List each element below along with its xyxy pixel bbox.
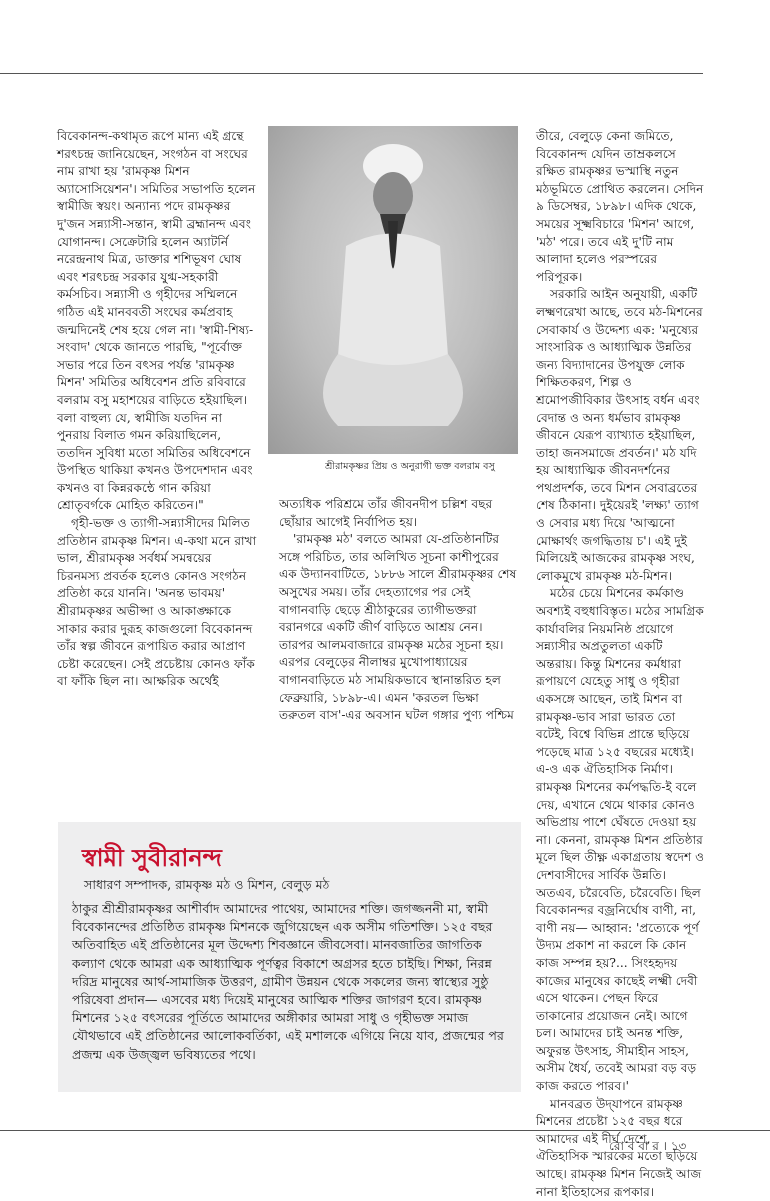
article-column-1 [57, 128, 257, 691]
article-paragraph: বিবেকানন্দ-কথামৃত রূপে মান্য এই গ্রন্থে শরৎচন্দ্র জানিয়েছেন, সংগঠন বা সংঘের নাম রাখা হয় 'রামকৃষ্ণ মিশন অ্যাসোসিয়েশন'। সমিতির সভাপতি হলেন স্বামীজি স্বয়ং। অন্যান্য পদে রামকৃষ্ণর দু'জন সন্ন্যাসী-সন্তান, স্বামী ব্রহ্মানন্দ এবং যোগানন্দ। সেক্রেটারি হলেন অ্যাটর্নি নরেন্দ্রনাথ মিত্র, ডাক্তার শশিভূষণ ঘোষ এবং শরৎচন্দ্র সরকার যুগ্ম-সহকারী কর্মসচিব। সন্ন্যাসী ও গৃহীদের সম্মিলনে গঠিত এই মানববতী সংঘের কর্মপ্রবাহ জন্মদিনেই শেষ হয়ে গেল না। 'স্বামী-শিষ্য-সংবাদ' থেকে জানতে পারছি, "পূর্বোক্ত সভার পরে তিন বৎসর পর্যন্ত 'রামকৃষ্ণ মিশন' সমিতির অধিবেশন প্রতি রবিবারে বলরাম বসু মহাশয়ের বাড়িতে হইয়াছিল। বলা বাহুল্য যে, স্বামীজি যতদিন না পুনরায় বিলাত গমন করিয়াছিলেন, ততদিন সুবিধা মতো সমিতির অধিবেশনে উপস্থিত থাকিয়া কখনও উপদেশদান এবং কখনও বা কিন্নরকন্ঠে গান করিয়া শ্রোতৃবর্গকে মোহিত করিতেন।" [57, 129, 256, 513]
quote-box [58, 822, 521, 1092]
photo-caption: শ্রীরামকৃষ্ণর প্রিয় ও অনুরাগী ভক্ত বলরাম বসু [325, 461, 495, 472]
article-paragraph: মানবব্রত উদ্‌যাপনে রামকৃষ্ণ মিশনের প্রচেষ্টা ১২৫ বছর ধরে আমাদের এই দীর্ঘ দেশে, ঐতিহাসিক স্মারকের মতো ছড়িয়ে আছে। রামকৃষ্ণ মিশন নিজেই আজ নানা ইতিহাসের রূপকার। [536, 1096, 702, 1199]
bottom-rule [0, 1130, 770, 1131]
article-paragraph: 'রামকৃষ্ণ মঠ' বলতে আমরা যে-প্রতিষ্ঠানটির সঙ্গে পরিচিত, তার অলিখিত সূচনা কাশীপুরের এক উদ্যানবাটিতে, ১৮৮৬ সালে শ্রীরামকৃষ্ণর শেষ অসুখের সময়। তাঁর দেহত্যাগের পর সেই বাগানবাড়ি ছেড়ে শ্রীঠাকুরের ত্যাগীভক্তরা বরানগরে একটি জীর্ণ বাড়িতে আশ্রয় নেন। তারপর আলমবাজারে রামকৃষ্ণ মঠের সূচনা হয়। এরপর বেলুড়ের নীলাম্বর মুখোপাধ্যায়ের বাগানবাড়িতে মঠ সাময়িকভাবে স্থানান্তরিত হল ফেব্রুয়ারি, ১৮৯৮-এ। এমন 'করতল ভিক্ষা তরুতল বাস'-এর অবসান ঘটল গঙ্গার পুণ্য পশ্চিম [279, 532, 517, 723]
article-column-2 [279, 496, 519, 725]
quote-box-paragraph: ঠাকুর শ্রীশ্রীরামকৃষ্ণর আশীর্বাদ আমাদের পাথেয়, আমাদের শক্তি। জগজ্জননী মা, স্বামী বিবেকানন্দের প্রতিষ্ঠিত রামকৃষ্ণ মিশনকে জুগিয়েছেন এক অসীম গতিশক্তি। ১২৫ বছর অতিবাহিত এই প্রতিষ্ঠানের মূল উদ্দেশ্য শিবজ্ঞানে জীবসেবা। মানবজাতির জাগতিক কল্যাণ থেকে আমরা এক আধ্যাত্মিক পূর্ণত্বর বিকাশে অগ্রসর হতে চাইছি। শিক্ষা, নিরন্ন দরিদ্র মানুষের আর্থ-সামাজিক উত্তরণ, গ্রামীণ উন্নয়ন থেকে সকলের জন্য স্বাস্থ্যের সুষ্ঠু পরিষেবা প্রদান— এসবের মধ্য দিয়েই মানুষের আত্মিক শক্তির জাগরণ হবে। রামকৃষ্ণ মিশনের ১২৫ বৎসরের পূর্তিতে আমাদের অঙ্গীকার আমরা সাধু ও গৃহীভক্ত সমাজ যৌথভাবে এই প্রতিষ্ঠানের আলোকবর্তিকা, এই মশালকে এগিয়ে নিয়ে যাব, প্রজন্মের পর প্রজন্ম এক উজ্জ্বল ভবিষ্যতের পথে। [72, 901, 504, 1062]
article-paragraph: অত্যধিক পরিশ্রমে তাঁর জীবনদীপ চল্লিশ বছর ছোঁয়ার আগেই নির্বাপিত হয়। [279, 497, 493, 529]
article-paragraph: তীরে, বেলুড়ে কেনা জমিতে, বিবেকানন্দ যেদিন তাম্রকলসে রক্ষিত রামকৃষ্ণর ভস্মাস্থি নতুন মঠভূমিতে প্রোথিত করলেন। সেদিন ৯ ডিসেম্বর, ১৮৯৮। এদিক থেকে, সময়ের সূক্ষ্মবিচারে 'মিশন' আগে, 'মঠ' পরে। তবে এই দু'টি নাম আলাদা হলেও পরস্পরের পরিপূরক। [536, 129, 704, 284]
quote-box-title: স্বামী সুবীরানন্দ [82, 843, 222, 872]
article-paragraph: মঠের চেয়ে মিশনের কর্মকাণ্ড অবশ্যই বহুধাবিস্তৃত। মঠের সামগ্রিক কার্যাবলির নিয়মনিষ্ঠ প্রয়োগে সন্ন্যাসীর অপ্রতুলতা একটি অন্তরায়। কিন্তু মিশনের কর্মধারা রূপায়ণে যেহেতু সাধু ও গৃহীরা একসঙ্গে আছেন, তাই মিশন বা রামকৃষ্ণ-ভাব সারা ভারত তো বটেই, বিশ্বে বিভিন্ন প্রান্তে ছড়িয়ে পড়েছে মাত্র ১২৫ বছরের মধ্যেই। এ-ও এক ঐতিহাসিক নির্মাণ। রামকৃষ্ণ মিশনের কর্মপদ্ধতি-ই বলে দেয়, এখানে থেমে থাকার কোনও অভিপ্রায় পাশে ঘেঁষতে দেওয়া হয় না। কেননা, রামকৃষ্ণ মিশন প্রতিষ্ঠার মূলে ছিল তীক্ষ্ণ একাগ্রতায় স্বদেশ ও দেশবাসীদের সার্বিক উন্নতি। অতএব, চরৈবেতি, চরৈবেতি। ছিল বিবেকানন্দর বজ্রনির্ঘোষ বাণী, না, বাণী নয়— আহ্বান: 'প্রত্যেকে পূর্ণ উদ্যম প্রকাশ না করলে কি কোন কাজ সম্পন্ন হয়?... সিংহহৃদয় কাজের মানুষের কাছেই লক্ষ্মী দেবী এসে থাকেন। পেছন ফিরে তাকানোর প্রয়োজন নেই। আগে চল। আমাদের চাই অনন্ত শক্তি, অফুরন্ত উৎসাহ, সীমাহীন সাহস, অসীম ধৈর্য, তবেই আমরা বড় বড় কাজ করতে পারব।' [536, 586, 705, 1094]
portrait-figure-illustration [268, 126, 518, 454]
article-paragraph: গৃহী-ভক্ত ও ত্যাগী-সন্ন্যাসীদের মিলিত প্রতিষ্ঠান রামকৃষ্ণ মিশন। এ-কথা মনে রাখা ভাল, শ্রীরামকৃষ্ণ সর্বধর্ম সমন্বয়ের চিরনমস্য প্রবর্তক হলেও কোনও সংগঠন প্রতিষ্ঠা করে যাননি। 'অনন্ত ভাবময়' শ্রীরামকৃষ্ণর অভীপ্সা ও আকাঙ্ক্ষাকে সাকার করার দুরূহ কাজগুলো বিবেকানন্দ তাঁর স্বল্প জীবনে রূপায়িত করার আপ্রাণ চেষ্টা করেছেন। সেই প্রচেষ্টায় কোনও ফাঁক বা ফাঁকি ছিল না। আক্ষরিক অর্থেই [57, 516, 257, 689]
portrait-photo [268, 126, 518, 454]
top-rule [0, 73, 703, 74]
article-paragraph: সরকারি আইন অনুযায়ী, একটি লক্ষ্মণরেখা আছে, তবে মঠ-মিশনের সেবাকার্য ও উদ্দেশ্য এক: 'মনুষ্যের সাংসারিক ও আধ্যাত্মিক উন্নতির জন্য বিদ্যাদানের উপযুক্ত লোক শিক্ষিতকরণ, শিল্প ও শ্রমোপজীবিকার উৎসাহ বর্ধন এবং বেদান্ত ও অন্য ধর্মভাব রামকৃষ্ণ জীবনে যেরূপ ব্যাখ্যাত হইয়াছিল, তাহা জনসমাজে প্রবর্তন।' মঠ যদি হয় আধ্যাত্মিক জীবনদর্শনের পথপ্রদর্শক, তবে মিশন সেবাব্রতের শেষ ঠিকানা। দুইয়েরই 'লক্ষ্য' ত্যাগ ও সেবার মধ্য দিয়ে 'আত্মনো মোক্ষার্থং জগদ্ধিতায় চ'। এই দুই মিলিয়েই আজকের রামকৃষ্ণ সংঘ, লোকমুখে রামকৃষ্ণ মঠ-মিশন। [536, 287, 703, 583]
page-footer: রো ব বা র । ১৩ [609, 1139, 687, 1153]
quote-box-subtitle: সাধারণ সম্পাদক, রামকৃষ্ণ মঠ ও মিশন, বেলুড় মঠ [84, 877, 330, 892]
quote-box-body [72, 900, 508, 1064]
article-column-3 [536, 128, 706, 1201]
